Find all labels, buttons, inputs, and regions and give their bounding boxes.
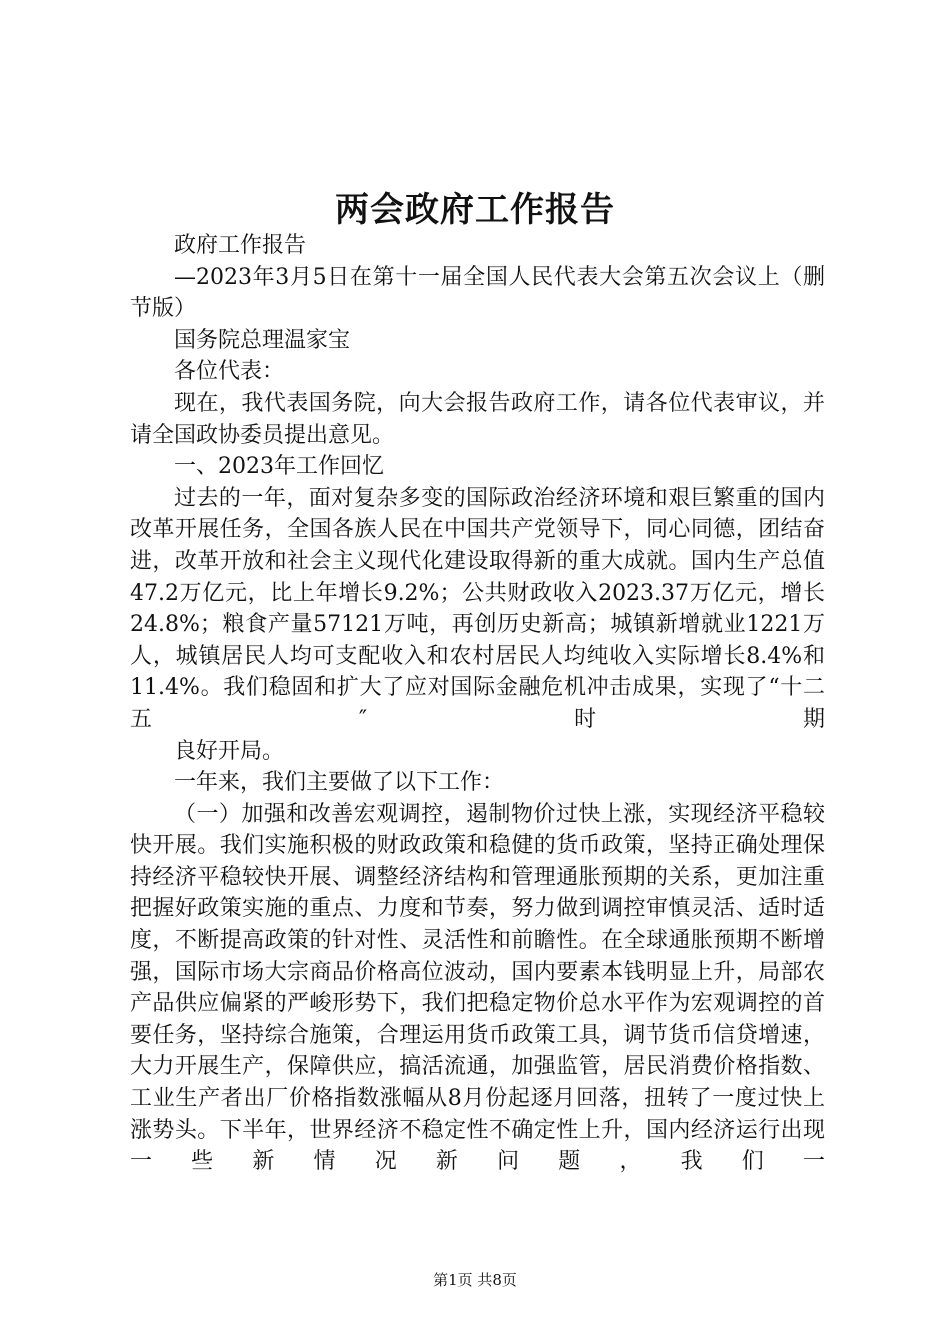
report-heading: 政府工作报告	[174, 233, 307, 258]
review-paragraph: 过去的一年，面对复杂多变的国际政治经济环境和艰巨繁重的国内改革开展任务，全国各族人民在中国共产党领导下，同心同德，团结奋进，改革开放和社会主义现代化建设取得新的重大成就。国内生产总值47.2万亿元，比上年增长9.2%；公共财政收入2023.37万亿元，增长24.8%；粮食产量57121万吨，再创历史新高；城镇新增就业1221万人，城镇居民人均可支配收入和农村居民人均纯收入实际增长8.4%和11.4%。我们稳固和扩大了应对国际金融危机冲击成果，实现了“十二五″时期	[130, 485, 825, 732]
report-subtitle: —2023年3月5日在第十一届全国人民代表大会第五次会议上（删节版）	[130, 264, 825, 322]
work-intro-paragraph: 一年来，我们主要做了以下工作：	[174, 770, 505, 796]
salutation: 各位代表：	[174, 359, 285, 385]
review-paragraph-end: 良好开局。	[174, 738, 285, 764]
document-body	[130, 230, 825, 1178]
page-footer: 第1页 共8页	[433, 1271, 517, 1289]
section-heading: 一、2023年工作回忆	[174, 454, 384, 480]
report-author: 国务院总理温家宝	[174, 327, 351, 353]
document-title: 两会政府工作报告	[335, 190, 615, 230]
macro-control-paragraph: （一）加强和改善宏观调控，遏制物价过快上涨，实现经济平稳较快开展。我们实施积极的财政政策和稳健的货币政策，坚持正确处理保持经济平稳较快开展、调整经济结构和管理通胀预期的关系，更加注重把握好政策实施的重点、力度和节奏，努力做到调控审慎灵活、适时适度，不断提高政策的针对性、灵活性和前瞻性。在全球通胀预期不断增强，国际市场大宗商品价格高位波动，国内要素本钱明显上升，局部农产品供应偏紧的严峻形势下，我们把稳定物价总水平作为宏观调控的首要任务，坚持综合施策，合理运用货币政策工具，调节货币信贷增速，大力开展生产，保障供应，搞活流通，加强监管，居民消费价格指数、工业生产者出厂价格指数涨幅从8月份起逐月回落，扭转了一度过快上涨势头。下半年，世界经济不稳定性不确定性上升，国内经济运行出现一些新情况新问题，我们一	[130, 801, 825, 1175]
opening-paragraph: 现在，我代表国务院，向大会报告政府工作，请各位代表审议，并请全国政协委员提出意见。	[130, 390, 825, 448]
